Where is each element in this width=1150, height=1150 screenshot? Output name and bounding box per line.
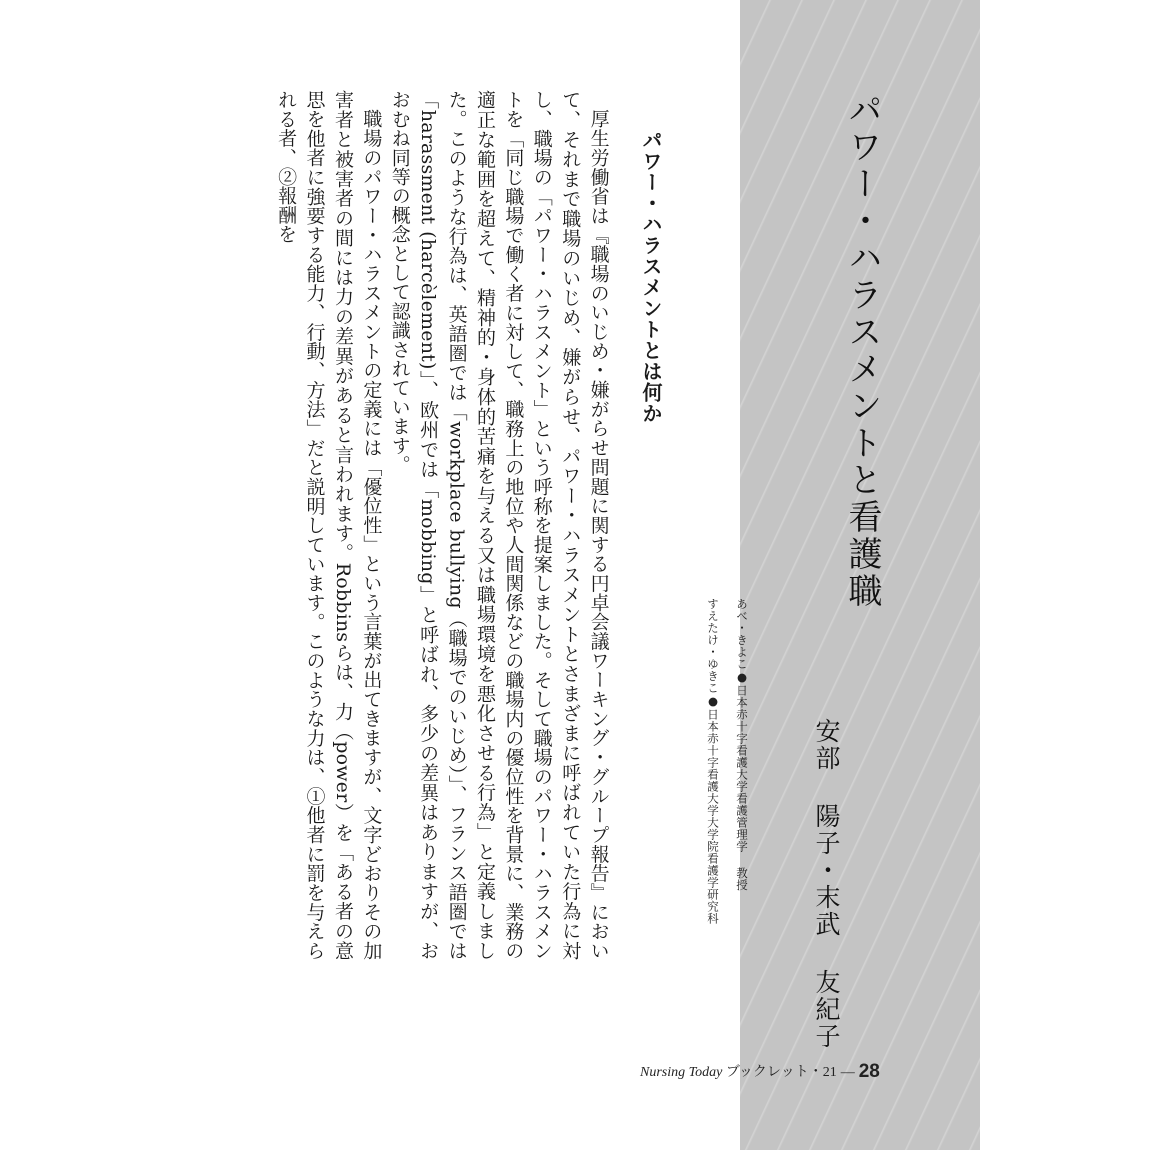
author-names: 安部 陽子・末武 友紀子 xyxy=(812,718,841,1050)
section-heading: パワー・ハラスメントとは何か xyxy=(639,130,663,424)
page-number: 28 xyxy=(858,1061,880,1082)
body-paragraph: 厚生労働省は『職場のいじめ・嫌がらせ問題に関する円卓会議ワーキング・グループ報告』において、それまで職場のいじめ、嫌がらせ、パワー・ハラスメントとさまざまに呼ばれていた行為に対し、職場の「パワー・ハラスメント」という呼称を提案しました。そして職場のパワー・ハラスメントを「同じ職場で働く者に対して、職務上の地位や人間関係などの職場内の優位性を背景に、業務の適正な範囲を超えて、精神的・身体的苦痛を与える又は職場環境を悪化させる行為」と定義しました。このような行為は、英語圏では「workplace bullying（職場でのいじめ）」、フランス語圏では「harassment (harcèlement)」、欧州では「mobbing」と呼ばれ、多少の差異はありますが、おおむね同等の概念として認識されています。 xyxy=(388,90,610,960)
article-title: パワー・ハラスメントと看護職 xyxy=(842,92,882,610)
author-affiliation-2: すえたけ・ゆきこ●日本赤十字看護大学大学院看護学研究科 xyxy=(706,598,720,925)
footer-dash: — xyxy=(840,1065,855,1080)
body-paragraph: 職場のパワー・ハラスメントの定義には「優位性」という言葉が出てきますが、文字どおりその加害者と被害者の間には力の差異があると言われます。Robbinsらは、力（power）を「ある者の意思を他者に強要する能力、行動、方法」だと説明しています。このような力は、①他者に罰を与えられる者、②報酬を xyxy=(275,90,383,960)
series-name: ブックレット・21 xyxy=(725,1065,837,1080)
journal-name: Nursing Today xyxy=(640,1065,723,1080)
author-affiliation-1: あべ・きよこ●日本赤十字看護大学看護管理学 教授 xyxy=(735,598,749,891)
article-body xyxy=(275,90,665,960)
page-footer xyxy=(640,1061,880,1083)
